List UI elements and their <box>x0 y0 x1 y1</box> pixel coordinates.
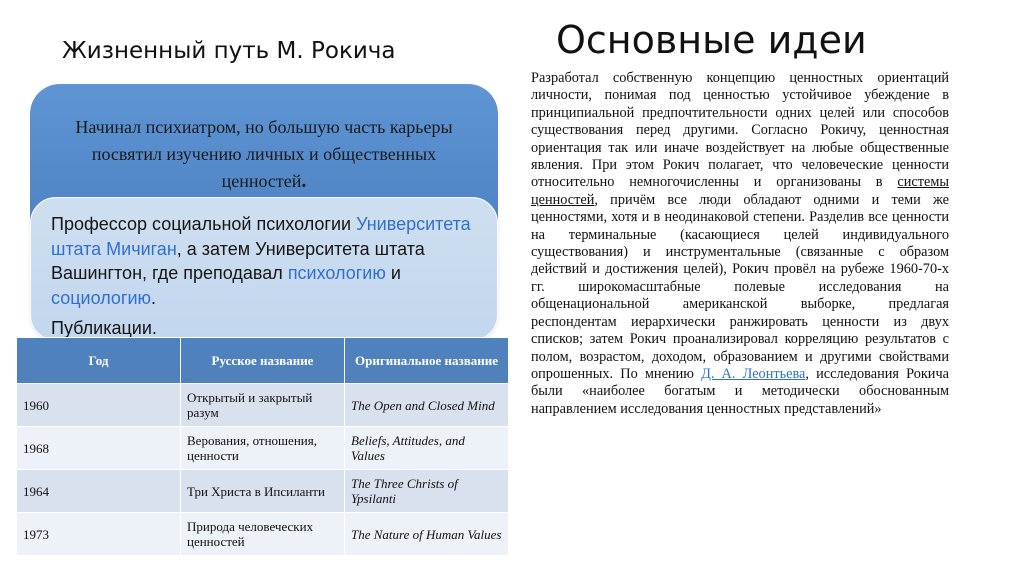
publications-table <box>16 337 509 556</box>
career-text: Начинал психиатром, но большую часть карьеры посвятил изучению личных и общественных ценностей <box>75 117 453 191</box>
table-row <box>17 513 509 556</box>
professor-box <box>30 197 498 341</box>
cell-russian-title: Природа человеческих ценностей <box>181 513 345 556</box>
value-systems-link[interactable]: системы ценностей <box>531 174 949 208</box>
cell-original-title: Beliefs, Attitudes, and Values <box>345 427 509 470</box>
cell-russian-title: Верования, отношения, ценности <box>181 427 345 470</box>
table-row <box>17 470 509 513</box>
cell-russian-title: Три Христа в Ипсиланти <box>181 470 345 513</box>
cell-russian-title: Открытый и закрытый разум <box>181 384 345 427</box>
main-ideas-paragraph <box>531 70 949 418</box>
publications-label: Публикации. <box>51 318 157 338</box>
professor-text-2: , а затем Университета штата Вашингтон, где преподавал <box>51 238 425 283</box>
paragraph-text-2: , причём все люди обладают одними и теми же ценностями, хотя и в неодинаковой степени. Разделив все ценности на терминальные (касающиеся целей индивидуального существования) и инструментальные (связанные с образом действий и достижения целей), Рокич провёл на рубеже 1960-70-х гг. широкомасштабные полевые исследования на общенациональной американской выборке, предлагая респондентам иерархически ранжировать ценности из двух списков; затем Рокич проанализировал корреляцию результатов с полом, возрастом, доходом, образованием и другими свойствами опрошенных. По мнению <box>531 191 949 382</box>
psychology-link[interactable]: психологию <box>287 263 386 283</box>
paragraph-text-1: Разработал собственную концепцию ценностных ориентаций личности, понимая под ценностью устойчивое убеждение в принципиальной предпочтительности одних целей или способов существования перед другими. Согласно Рокичу, ценностная ориентация так или иначе воздействует на любые общественные явления. При этом Рокич полагает, что человеческие ценности относительно немногочисленны и организованы в <box>531 70 949 191</box>
table-row <box>17 384 509 427</box>
left-title: Жизненный путь М. Рокича <box>62 38 396 64</box>
paragraph-text-3: , исследования Рокича были «наиболее богатым и методически обоснованным направлением исследования ценностных представлений» <box>531 365 949 417</box>
table-header-row <box>17 338 509 384</box>
cell-year: 1973 <box>17 513 181 556</box>
header-year: Год <box>17 338 181 384</box>
cell-original-title: The Nature of Human Values <box>345 513 509 556</box>
leontiev-link[interactable]: Д. А. Леонтьева <box>701 365 806 382</box>
header-original-title: Оригинальное название <box>345 338 509 384</box>
cell-year: 1968 <box>17 427 181 470</box>
header-russian-title: Русское название <box>181 338 345 384</box>
career-dot: . <box>301 170 307 192</box>
professor-text <box>51 212 479 310</box>
professor-text-4: . <box>151 287 157 308</box>
table-row <box>17 427 509 470</box>
professor-text-1: Профессор социальной психологии <box>51 214 357 234</box>
cell-original-title: The Open and Closed Mind <box>345 384 509 427</box>
sociology-link[interactable]: социологию <box>51 287 152 308</box>
michigan-link[interactable]: Университета штата Мичиган <box>51 214 471 259</box>
professor-text-3: и <box>385 263 401 283</box>
cell-year: 1960 <box>17 384 181 427</box>
cell-original-title: The Three Christs of Ypsilanti <box>345 470 509 513</box>
right-title: Основные идеи <box>556 18 867 62</box>
cell-year: 1964 <box>17 470 181 513</box>
